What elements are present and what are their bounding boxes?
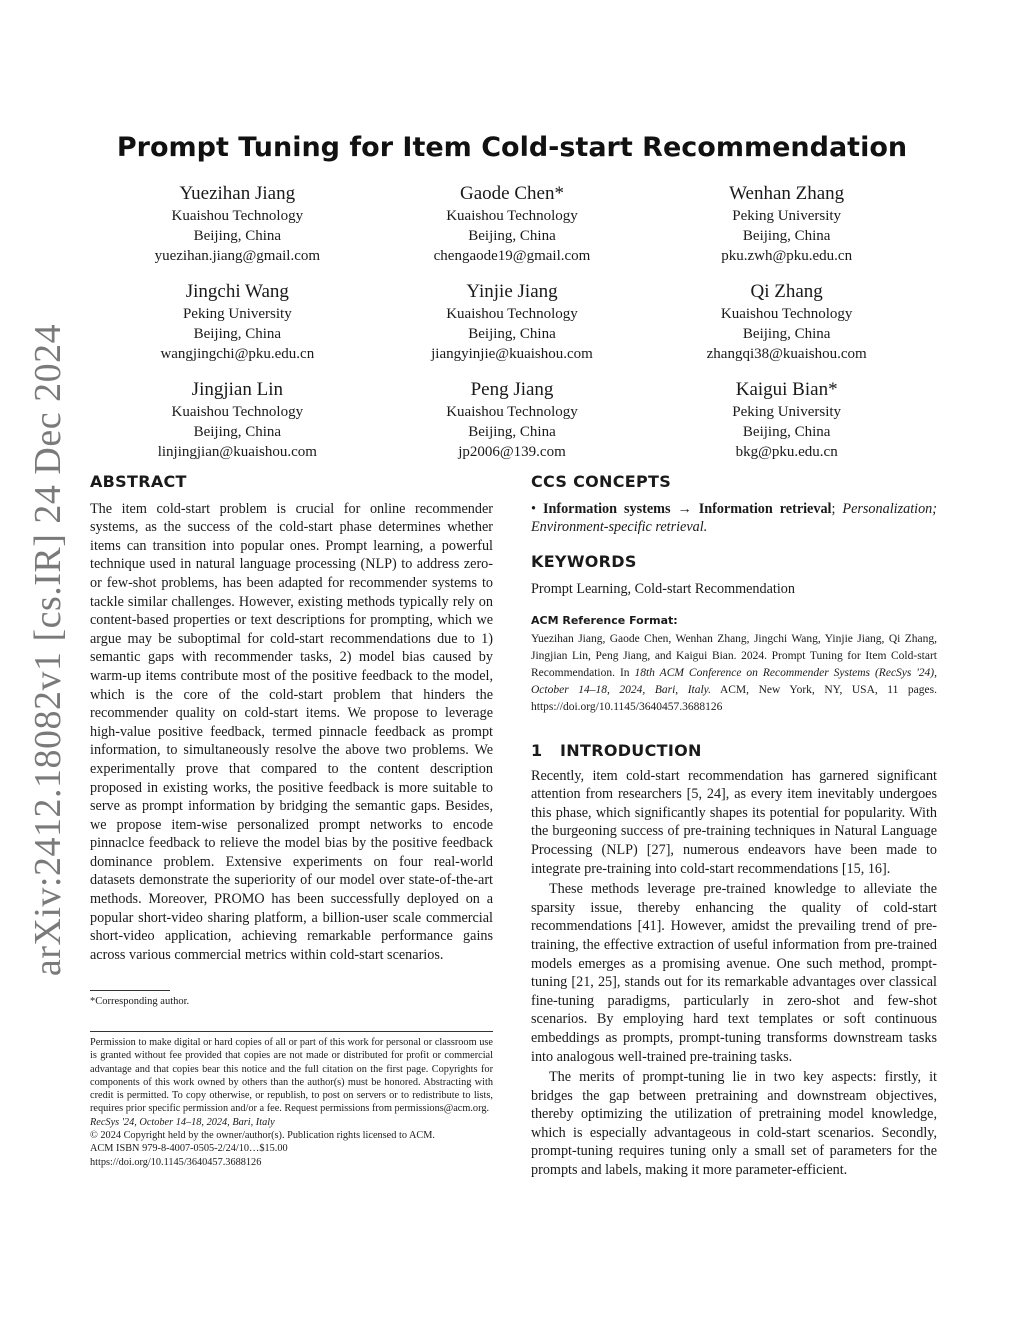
author-card bbox=[100, 280, 375, 364]
author-card bbox=[649, 280, 924, 364]
author-affiliation: Peking University bbox=[732, 208, 842, 224]
author-location: Beijing, China bbox=[193, 228, 282, 244]
author-location: Beijing, China bbox=[742, 228, 831, 244]
author-name: Yuezihan Jiang bbox=[179, 183, 296, 204]
author-location: Beijing, China bbox=[193, 424, 282, 440]
keywords-heading: KEYWORDS bbox=[531, 552, 637, 571]
author-email: wangjingchi@pku.edu.cn bbox=[160, 346, 315, 362]
author-name: Jingchi Wang bbox=[185, 281, 289, 302]
author-block bbox=[100, 182, 924, 462]
author-card bbox=[375, 378, 650, 462]
venue-line: RecSys '24, October 14–18, 2024, Bari, Italy bbox=[90, 1116, 275, 1128]
copyright-line: © 2024 Copyright held by the owner/author(s). Publication rights licensed to ACM. bbox=[90, 1130, 436, 1142]
author-name: Jingjian Lin bbox=[191, 379, 283, 400]
author-location: Beijing, China bbox=[742, 326, 831, 342]
keywords-text: Prompt Learning, Cold-start Recommendation bbox=[531, 580, 795, 597]
introduction-section bbox=[531, 742, 937, 1180]
author-card bbox=[100, 182, 375, 266]
author-card bbox=[100, 378, 375, 462]
ccs-separator: ; bbox=[831, 500, 836, 517]
author-name: Yinjie Jiang bbox=[466, 281, 558, 302]
permission-divider bbox=[90, 1031, 493, 1032]
author-card bbox=[649, 182, 924, 266]
author-email: chengaode19@gmail.com bbox=[433, 248, 591, 264]
author-affiliation: Kuaishou Technology bbox=[446, 404, 578, 420]
doi-link[interactable]: https://doi.org/10.1145/3640457.3688126 bbox=[90, 1156, 262, 1168]
acm-reference-part-a: Yuezihan Jiang, Gaode Chen, Wenhan Zhang, Jingchi Wang, Yinjie Jiang, Qi Zhang, Jingjian Lin, Peng Jiang, and Kaigui Bian. 2024. Prompt Tuning for Item Cold-start Recommendation. In bbox=[531, 633, 937, 679]
author-name: Wenhan Zhang bbox=[729, 183, 845, 204]
keywords-section bbox=[531, 553, 937, 598]
author-email: zhangqi38@kuaishou.com bbox=[706, 346, 867, 362]
author-email: linjingjian@kuaishou.com bbox=[157, 444, 317, 460]
introduction-paragraph: Recently, item cold-start recommendation has garnered significant attention from researchers [5, 24], as every item inevitably undergoes this phase, which significantly shapes its potential for popularity. With the burgeoning success of pre-training techniques in Natural Language Processing (NLP) [27], numerous endeavors have been made to integrate pre-training into cold-start recommendations [15, 16]. bbox=[531, 767, 937, 877]
acm-reference-text bbox=[531, 631, 937, 716]
author-affiliation: Peking University bbox=[732, 404, 842, 420]
author-name: Kaigui Bian* bbox=[735, 379, 838, 400]
permission-text: Permission to make digital or hard copies of all or part of this work for personal or classroom use is granted without fee provided that copies are not made or distributed for profit or commercial advantage and that copies bear this notice and the full citation on the first page. Copyrights for components of this work owned by others than the author(s) must be honored. Abstracting with credit is permitted. To copy otherwise, or republish, to post on servers or to redistribute to lists, requires prior specific permission and/or a fee. Request permissions from permissions@acm.org. bbox=[90, 1037, 493, 1115]
arxiv-identifier: arXiv:2412.18082v1 [cs.IR] 24 Dec 2024 bbox=[27, 323, 69, 977]
isbn-line: ACM ISBN 979-8-4007-0505-2/24/10…$15.00 bbox=[90, 1143, 288, 1155]
abstract-text: The item cold-start problem is crucial for online recommender systems, as the success of the cold-start phase determines whether items can transition into popular ones. Prompt learning, a powerful technique used in natural language processing (NLP) to address zero- or few-shot problems, has been adapted for recommender systems to tackle similar challenges. However, existing methods typically rely on content-based properties or text descriptions for prompting, which we argue may be suboptimal for cold-start recommendations due to 1) semantic gaps with recommender tasks, 2) model bias caused by warm-up items contribute most of the positive feedback to the model, which is the core of the cold-start problem that hinders the recommender quality on cold-start items. We propose to leverage high-value positive feedback, termed pinnacle feedback as prompt information, to simultaneously resolve the above two problems. We experimentally prove that compared to the content description proposed in existing works, the positive feedback is more suitable to serve as prompt information by bridging the semantic gaps. Besides, we propose item-wise personalized prompt networks to encode pinnaclce feedback to relieve the model bias by the positive feedback dominance problem. Extensive experiments on four real-world datasets demonstrate the superiority of our model over state-of-the-art methods. Moreover, PROMO has been successfully deployed on a popular short-video sharing platform, a billion-user scale commercial short-video application, achieving remarkable performance gains across various commercial metrics within cold-start scenarios. bbox=[90, 500, 493, 963]
introduction-paragraph: The merits of prompt-tuning lie in two key aspects: firstly, it bridges the gap between pretraining and downstream objectives, thereby optimizing the utilization of pretraining model knowledge, which is especially advantageous in cold-start scenarios. Secondly, prompt-tuning requires tuning only a small set of parameters for the prompts and labels, making it more parameter-efficient. bbox=[531, 1069, 937, 1179]
arrow-glyph: → bbox=[677, 500, 692, 517]
author-location: Beijing, China bbox=[468, 326, 556, 342]
footnote-divider bbox=[90, 990, 170, 991]
author-email: bkg@pku.edu.cn bbox=[735, 444, 838, 460]
abstract-heading: ABSTRACT bbox=[90, 472, 187, 491]
acm-reference-conference: 18th ACM Conference on Recommender Systems (RecSys '24), October 14–18, 2024, Bari, Italy. bbox=[531, 667, 937, 696]
ccs-concept-1: Information systems bbox=[542, 500, 671, 517]
introduction-heading: 1 INTRODUCTION bbox=[531, 741, 702, 760]
permission-block bbox=[90, 1036, 493, 1169]
abstract-section bbox=[90, 473, 493, 964]
author-email: jiangyinjie@kuaishou.com bbox=[431, 346, 593, 362]
author-location: Beijing, China bbox=[742, 424, 831, 440]
author-email: yuezihan.jiang@gmail.com bbox=[154, 248, 321, 264]
acm-reference-section bbox=[531, 612, 937, 716]
author-affiliation: Kuaishou Technology bbox=[171, 404, 304, 420]
paper-title: Prompt Tuning for Item Cold-start Recommendation bbox=[116, 132, 908, 163]
author-card bbox=[375, 182, 650, 266]
corresponding-author-footnote: *Corresponding author. bbox=[90, 996, 190, 1007]
author-location: Beijing, China bbox=[193, 326, 282, 342]
author-card bbox=[649, 378, 924, 462]
acm-reference-heading: ACM Reference Format: bbox=[531, 614, 678, 627]
author-affiliation: Peking University bbox=[182, 306, 292, 322]
author-card bbox=[375, 280, 650, 364]
ccs-concept-2: Information retrieval bbox=[698, 500, 832, 517]
author-affiliation: Kuaishou Technology bbox=[171, 208, 304, 224]
author-name: Peng Jiang bbox=[470, 379, 554, 400]
ccs-text bbox=[531, 500, 937, 537]
author-affiliation: Kuaishou Technology bbox=[446, 306, 578, 322]
author-affiliation: Kuaishou Technology bbox=[720, 306, 853, 322]
acm-reference-part-b: ACM, New York, NY, USA, 11 pages. https://doi.org/10.1145/3640457.3688126 bbox=[531, 684, 937, 713]
author-location: Beijing, China bbox=[468, 424, 556, 440]
bullet-glyph: • bbox=[531, 500, 536, 517]
ccs-heading: CCS CONCEPTS bbox=[531, 472, 672, 491]
ccs-italic-concepts: Personalization; Environment-specific retrieval. bbox=[531, 500, 938, 536]
author-email: jp2006@139.com bbox=[458, 444, 566, 460]
author-name: Gaode Chen* bbox=[460, 183, 564, 204]
ccs-concepts-section bbox=[531, 473, 937, 537]
introduction-paragraph: These methods leverage pre-trained knowledge to alleviate the sparsity issue, thereby enhancing the quality of cold-start recommendations [41]. However, amidst the prevailing trend of pre-training, the effective extraction of useful information from pre-trained models emerges as a promising avenue. One such method, prompt-tuning [21, 25], stands out for its remarkable advantages over classical fine-tuning paradigms, particularly in zero-shot and few-shot scenarios. By employing hard text templates or soft continuous embeddings as prompts, prompt-tuning transforms downstream tasks into analogous well-trained pre-training tasks. bbox=[531, 881, 937, 1065]
author-location: Beijing, China bbox=[468, 228, 556, 244]
author-email: pku.zwh@pku.edu.cn bbox=[721, 248, 853, 264]
author-affiliation: Kuaishou Technology bbox=[446, 208, 578, 224]
author-name: Qi Zhang bbox=[750, 281, 823, 302]
